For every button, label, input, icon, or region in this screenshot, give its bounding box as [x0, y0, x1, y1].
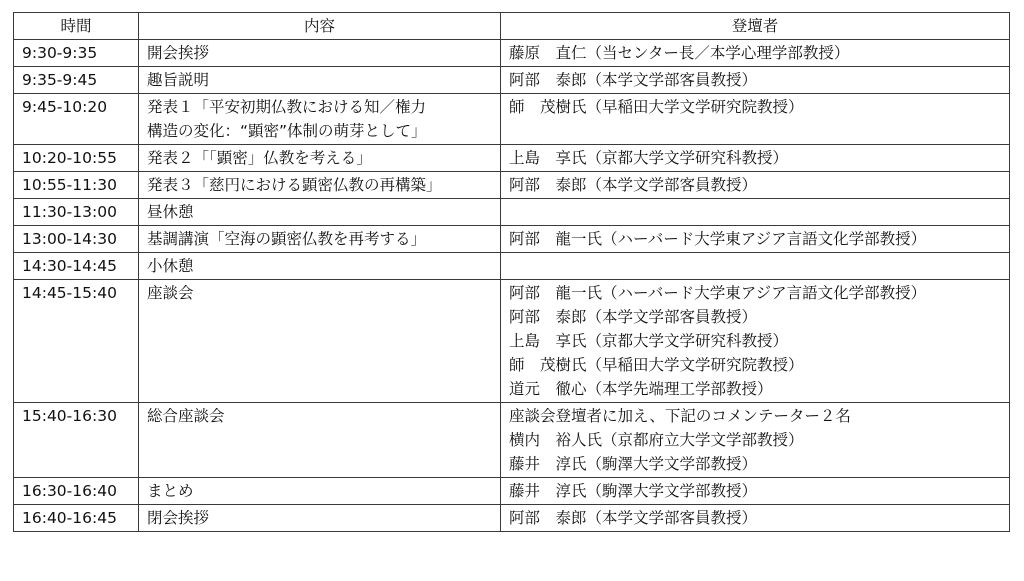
speakers-cell [501, 172, 1010, 199]
content-cell [139, 145, 501, 172]
speakers-cell [501, 199, 1010, 226]
content-line: 小休憩 [147, 257, 194, 275]
content-cell [139, 253, 501, 280]
time-cell: 10:20-10:55 [14, 145, 139, 172]
time-cell: 11:30-13:00 [14, 199, 139, 226]
content-cell [139, 226, 501, 253]
speaker-line: 藤井 淳氏（駒澤大学文学部教授） [509, 482, 758, 500]
time-cell: 9:30-9:35 [14, 40, 139, 67]
program-body [14, 40, 1010, 532]
table-row [14, 403, 1010, 478]
content-cell [139, 478, 501, 505]
time-cell: 9:35-9:45 [14, 67, 139, 94]
speaker-line: 道元 徹心（本学先端理工学部教授） [509, 380, 773, 398]
speaker-line: 阿部 泰郎（本学文学部客員教授） [509, 176, 758, 194]
time-cell: 14:30-14:45 [14, 253, 139, 280]
time-cell: 16:30-16:40 [14, 478, 139, 505]
table-row [14, 253, 1010, 280]
content-cell [139, 199, 501, 226]
speakers-cell [501, 40, 1010, 67]
table-row [14, 226, 1010, 253]
time-cell: 14:45-15:40 [14, 280, 139, 403]
content-line: 座談会 [147, 284, 194, 302]
speakers-cell [501, 145, 1010, 172]
speakers-cell [501, 403, 1010, 478]
time-cell: 9:45-10:20 [14, 94, 139, 145]
header-time: 時間 [14, 13, 139, 40]
speaker-line: 座談会登壇者に加え、下記のコメンテーター２名 [509, 407, 851, 425]
table-row [14, 478, 1010, 505]
speaker-line: 阿部 泰郎（本学文学部客員教授） [509, 308, 758, 326]
table-row [14, 94, 1010, 145]
content-line: 昼休憩 [147, 203, 194, 221]
table-row [14, 145, 1010, 172]
speaker-line: 藤井 淳氏（駒澤大学文学部教授） [509, 455, 758, 473]
content-line: 総合座談会 [147, 407, 225, 425]
table-row [14, 40, 1010, 67]
table-header-row [14, 13, 1010, 40]
content-cell [139, 40, 501, 67]
time-cell: 10:55-11:30 [14, 172, 139, 199]
speaker-line: 横内 裕人氏（京都府立大学文学部教授） [509, 431, 804, 449]
content-cell [139, 67, 501, 94]
content-line: まとめ [147, 482, 194, 500]
content-line: 基調講演「空海の顕密仏教を再考する」 [147, 230, 427, 248]
speakers-cell [501, 226, 1010, 253]
content-cell [139, 403, 501, 478]
table-row [14, 172, 1010, 199]
speakers-cell [501, 67, 1010, 94]
table-row [14, 505, 1010, 532]
speaker-line: 上島 享氏（京都大学文学研究科教授） [509, 149, 789, 167]
table-row [14, 199, 1010, 226]
speakers-cell [501, 478, 1010, 505]
speaker-line: 阿部 泰郎（本学文学部客員教授） [509, 509, 758, 527]
speakers-cell [501, 94, 1010, 145]
speaker-line: 師 茂樹氏（早稲田大学文学研究院教授） [509, 356, 804, 374]
content-line: 構造の変化：“顕密”体制の萌芽として」 [147, 122, 427, 140]
content-line: 趣旨説明 [147, 71, 210, 89]
program-table [13, 12, 1010, 532]
time-cell: 16:40-16:45 [14, 505, 139, 532]
speakers-cell [501, 253, 1010, 280]
header-content: 内容 [139, 13, 501, 40]
speakers-cell [501, 505, 1010, 532]
speaker-line: 阿部 泰郎（本学文学部客員教授） [509, 71, 758, 89]
speaker-line: 藤原 直仁（当センター長／本学心理学部教授） [509, 44, 850, 62]
content-cell [139, 280, 501, 403]
content-line: 発表１「平安初期仏教における知／権力 [147, 98, 427, 116]
time-cell: 13:00-14:30 [14, 226, 139, 253]
table-row [14, 280, 1010, 403]
content-cell [139, 94, 501, 145]
content-cell [139, 172, 501, 199]
table-row [14, 67, 1010, 94]
time-cell: 15:40-16:30 [14, 403, 139, 478]
speaker-line: 師 茂樹氏（早稲田大学文学研究院教授） [509, 98, 804, 116]
speaker-line: 阿部 龍一氏（ハーバード大学東アジア言語文化学部教授） [509, 284, 927, 302]
speaker-line: 阿部 龍一氏（ハーバード大学東アジア言語文化学部教授） [509, 230, 927, 248]
content-line: 発表３「慈円における顕密仏教の再構築」 [147, 176, 442, 194]
content-cell [139, 505, 501, 532]
content-line: 発表２「「顕密」仏教を考える」 [147, 149, 372, 167]
speakers-cell [501, 280, 1010, 403]
content-line: 閉会挨拶 [147, 509, 210, 527]
content-line: 開会挨拶 [147, 44, 210, 62]
speaker-line: 上島 享氏（京都大学文学研究科教授） [509, 332, 789, 350]
header-speakers: 登壇者 [501, 13, 1010, 40]
